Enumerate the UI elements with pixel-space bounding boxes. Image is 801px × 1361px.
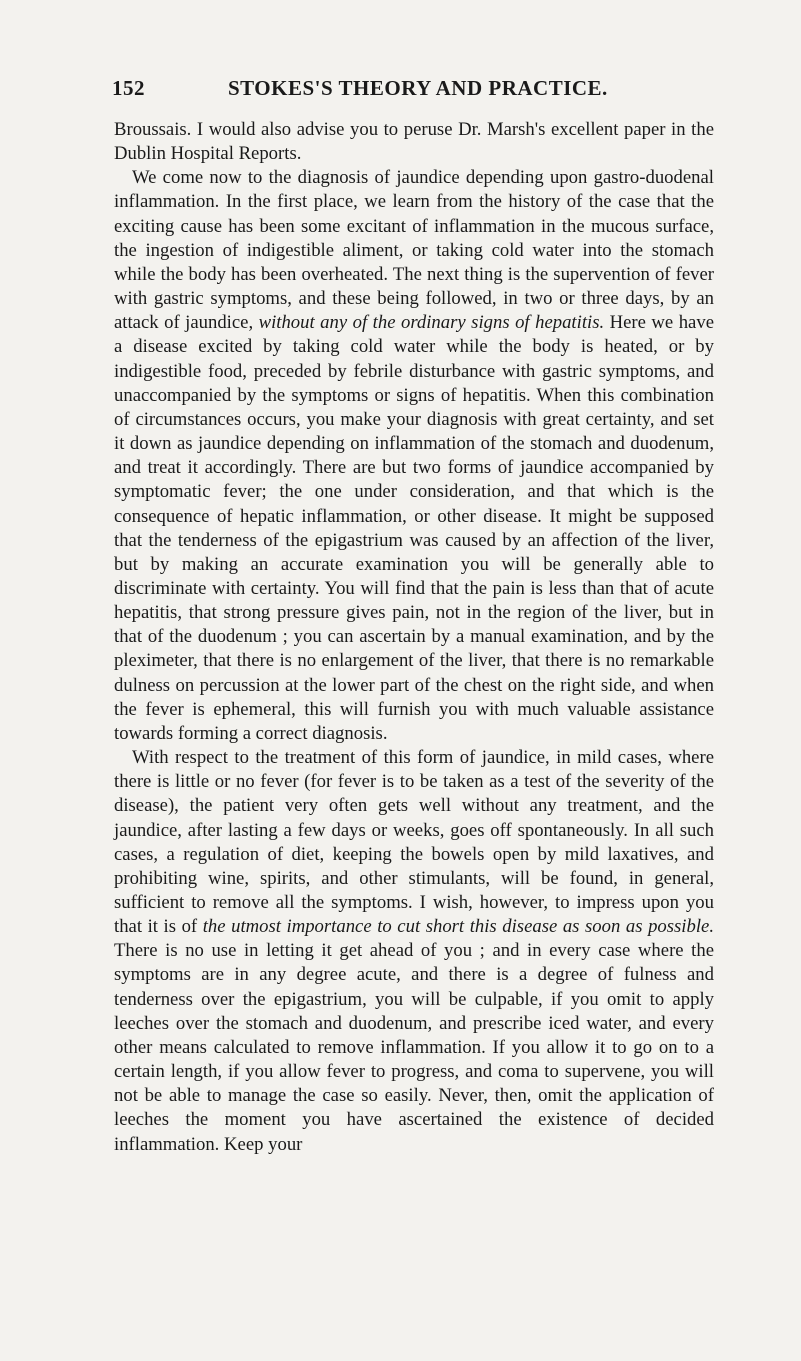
running-title: STOKES'S THEORY AND PRACTICE.: [228, 76, 608, 100]
italic-phrase: the utmost importance to cut short this disease as soon as possible.: [202, 916, 715, 938]
paragraph-continued: [114, 118, 714, 166]
text-run: Broussais. I would also advise you to peruse Dr. Marsh's excellent paper in the Dublin Hospital Reports.: [114, 119, 714, 165]
text-run: With respect to the treatment of this form of jaundice, in mild cases, where there is little or no fever (for fever is to be taken as a test of the severity of the disease), the patient very often gets well without any treatment, and the jaundice, after lasting a few days or weeks, goes off spontaneously. In all such cases, a regulation of diet, keeping the bowels open by mild laxatives, and prohibiting wine, spirits, and other stimulants, will be found, in general, sufficient to remove all the symptoms. I wish, however, to impress upon you that it is of: [114, 747, 714, 938]
running-header: [112, 76, 712, 106]
text-run: We come now to the diagnosis of jaundice depending upon gastro-duodenal inflammation. In the first place, we learn from the history of the case that the exciting cause has been some excitant of inflammation in the mucous surface, the ingestion of indigestible aliment, or taking cold water into the stomach while the body has been overheated. The next thing is the supervention of fever with gastric symptoms, and these being followed, in two or three days, by an attack of jaundice,: [114, 167, 714, 334]
italic-phrase: without any of the ordinary signs of hepatitis.: [258, 312, 605, 334]
text-run: Here we have a disease excited by taking cold water while the body is heated, or by indigestible food, preceded by febrile disturbance with gastric symptoms, and unaccompanied by the symptoms or signs of hepatitis. When this combination of circumstances occurs, you make your diagnosis with great certainty, and set it down as jaundice depending on inflammation of the stomach and duodenum, and treat it accordingly. There are but two forms of jaundice accompanied by symptomatic fever; the one under consideration, and that which is the consequence of hepatic inflammation, or other disease. It might be supposed that the tenderness of the epigastrium was caused by an affection of the liver, but by making an accurate examination you will be generally able to discriminate with certainty. You will find that the pain is less than that of acute hepatitis, that strong pressure gives pain, not in the region of the liver, but in that of the duodenum ; you can ascertain by a manual examination, and by the pleximeter, that there is no enlargement of the liver, that there is no remarkable dulness on percussion at the lower part of the chest on the right side, and when the fever is ephemeral, this will furnish you with much valuable assistance towards forming a correct diagnosis.: [114, 312, 714, 744]
paragraph-treatment: [114, 746, 714, 1157]
body-text: [114, 118, 714, 1157]
page-number: 152: [112, 76, 145, 100]
text-run: There is no use in letting it get ahead of you ; and in every case where the symptoms are in any degree acute, and there is a degree of fulness and tenderness over the epigastrium, you will be culpable, if you omit to apply leeches over the stomach and duodenum, and prescribe iced water, and every other means calculated to remove inflammation. If you allow it to go on to a certain length, if you allow fever to progress, and coma to supervene, you will not be able to manage the case so easily. Never, then, omit the application of leeches the moment you have ascertained the existence of decided inflammation. Keep your: [114, 940, 714, 1155]
paragraph-diagnosis: [114, 166, 714, 746]
